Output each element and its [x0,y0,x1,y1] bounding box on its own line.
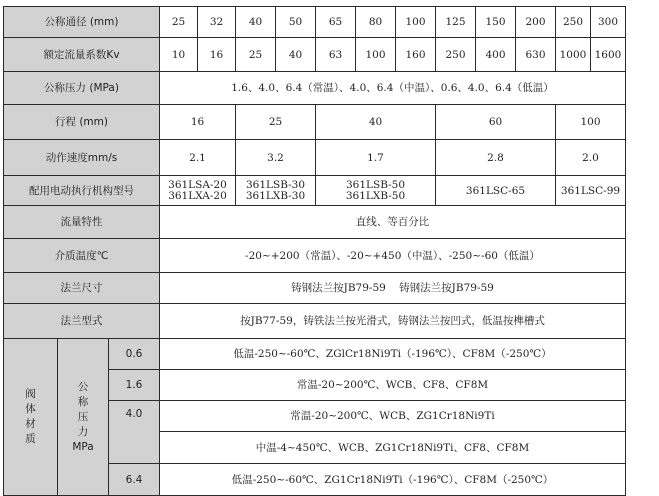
table-cell: 100 [556,105,626,140]
table-cell: 40 [316,105,436,140]
model-line: 361LXB-30 [245,189,306,202]
table-cell: 25 [236,38,276,72]
table-cell: 16 [198,38,236,72]
table-cell: 50 [276,7,316,38]
table-cell: 1.6、4.0、6.4（常温）、4.0、6.4（中温）、0.6、4.0、6.4（低温） [160,72,626,105]
pressure-value: 4.0 [109,401,160,464]
material-cell: 中温-4~450℃、WCB、ZG1Cr18Ni9Ti、CF8、CF8M [160,432,626,464]
row-body-material [4,339,626,370]
table-cell: 361LSC-99 [556,176,626,206]
row-label: 公称压力 (MPa) [4,72,160,105]
row-flow-coefficient [4,38,626,72]
table-cell: 直线、等百分比 [160,206,626,239]
table-cell: 250 [556,7,591,38]
pressure-value: 1.6 [109,370,160,401]
table-cell: 100 [396,7,436,38]
table-cell: 80 [356,7,396,38]
valve-spec-table [3,6,626,496]
table-cell: 200 [516,7,556,38]
body-material-label: 阀 体 材 质 [4,339,58,496]
pressure-value: 6.4 [109,464,160,496]
table-cell: 25 [236,105,316,140]
model-line: 361LXA-20 [168,189,227,202]
material-cell: 低温-250~-60℃、ZG1Cr18Ni9Ti（-196℃）、CF8M（-250℃） [160,464,626,496]
row-label: 介质温度℃ [4,239,160,273]
table-cell: 1600 [591,38,626,72]
row-label: 公称通径 (mm) [4,7,160,38]
table-cell: 1.7 [316,140,436,176]
row-label: 动作速度mm/s [4,140,160,176]
row-label: 配用电动执行机构型号 [4,176,160,206]
table-cell: 铸钢法兰按JB79-59 铸钢法兰按JB79-59 [160,273,626,304]
table-cell: 125 [436,7,476,38]
table-cell [236,176,316,206]
row-actuator-model [4,176,626,206]
row-label: 流量特性 [4,206,160,239]
table-cell: 100 [356,38,396,72]
row-flow-characteristic [4,206,626,239]
row-label: 法兰型式 [4,304,160,339]
row-action-speed [4,140,626,176]
material-cell: 常温-20~200℃、WCB、CF8、CF8M [160,370,626,401]
row-medium-temperature [4,239,626,273]
table-cell: 63 [316,38,356,72]
table-cell: 65 [316,7,356,38]
material-cell: 常温-20~200℃、WCB、ZG1Cr18Ni9Ti [160,401,626,432]
table-cell [316,176,436,206]
table-cell: 400 [476,38,516,72]
row-nominal-pressure [4,72,626,105]
row-flange-type [4,304,626,339]
model-line: 361LSB-50 [345,178,406,191]
table-cell: 3.2 [236,140,316,176]
table-cell: 250 [436,38,476,72]
pressure-value: 0.6 [109,339,160,370]
row-flange-size [4,273,626,304]
table-cell [160,176,236,206]
table-cell: 160 [396,38,436,72]
table-cell: 40 [276,38,316,72]
table-cell: 1000 [556,38,591,72]
table-cell: 2.0 [556,140,626,176]
row-label: 额定流量系数Kv [4,38,160,72]
table-cell: 300 [591,7,626,38]
table-cell: 150 [476,7,516,38]
table-cell: 32 [198,7,236,38]
table-cell: 40 [236,7,276,38]
table-cell: -20~+200（常温）、-20~+450（中温）、-250~-60（低温） [160,239,626,273]
row-stroke [4,105,626,140]
table-cell: 25 [160,7,198,38]
table-cell: 630 [516,38,556,72]
material-cell: 低温-250~-60℃、ZGlCr18Ni9Ti（-196℃）、CF8M（-250℃） [160,339,626,370]
row-nominal-diameter [4,7,626,38]
table-cell: 10 [160,38,198,72]
model-line: 361LSA-20 [168,178,227,191]
model-line: 361LXB-50 [345,189,406,202]
table-cell: 60 [436,105,556,140]
table-cell: 按JB77-59，铸铁法兰按光滑式，铸钢法兰按凹式，低温按榫槽式 [160,304,626,339]
table-cell: 16 [160,105,236,140]
table-cell: 2.1 [160,140,236,176]
row-label: 法兰尺寸 [4,273,160,304]
table-cell: 361LSC-65 [436,176,556,206]
model-line: 361LSB-30 [245,178,306,191]
nominal-pressure-label: 公 称 压 力 MPa [58,339,109,496]
row-label: 行程 (mm) [4,105,160,140]
table-cell: 2.8 [436,140,556,176]
